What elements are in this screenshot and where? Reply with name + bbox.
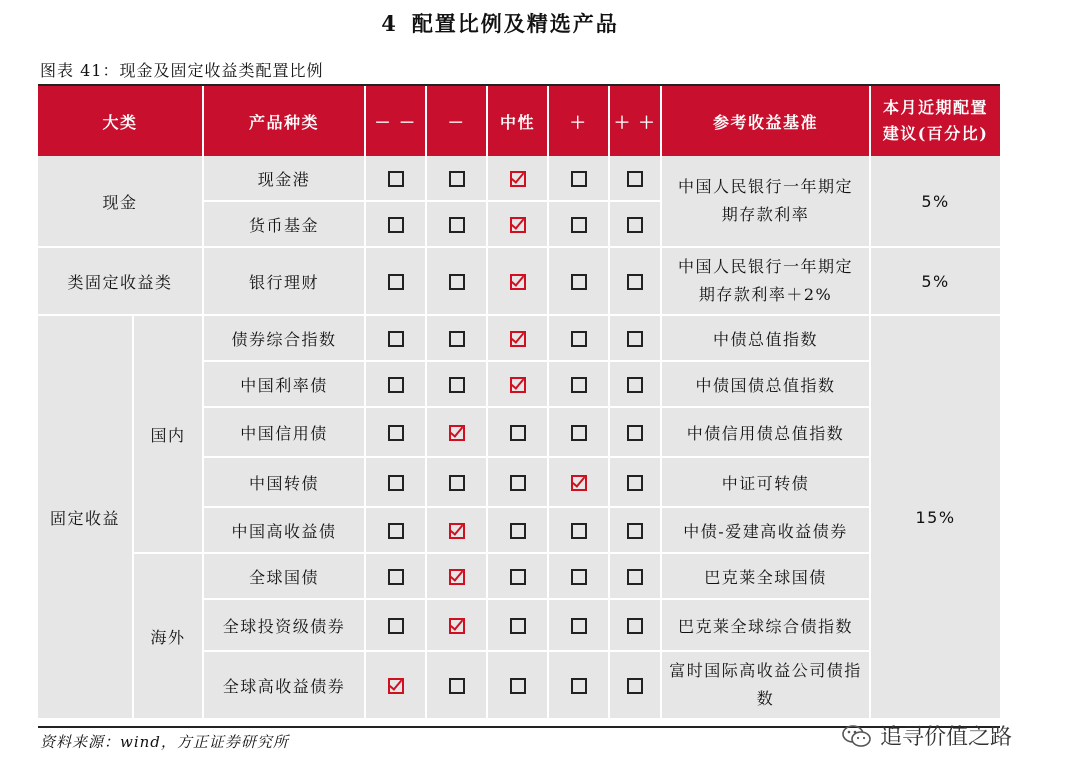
cb-cell — [427, 458, 488, 508]
cb-cell — [366, 316, 427, 362]
benchmark-fixed-like — [662, 248, 871, 316]
section-heading: 配置比例及精选产品 — [411, 11, 619, 36]
cb-cell — [366, 362, 427, 408]
table-row — [38, 554, 1000, 600]
cb-cell — [427, 248, 488, 316]
checkbox-empty-icon[interactable] — [627, 274, 643, 290]
benchmark: 中债信用债总值指数 — [662, 408, 871, 458]
checkbox-empty-icon[interactable] — [388, 425, 404, 441]
checkbox-empty-icon[interactable] — [388, 274, 404, 290]
cb-cell — [610, 316, 662, 362]
cb-cell — [549, 362, 610, 408]
checkbox-empty-icon[interactable] — [627, 618, 643, 634]
checkbox-checked-icon[interactable] — [388, 678, 404, 694]
product-name: 债券综合指数 — [204, 316, 366, 362]
benchmark-line2: 数 — [756, 689, 775, 708]
checkbox-empty-icon[interactable] — [388, 523, 404, 539]
benchmark-cash-line2: 期存款利率 — [721, 205, 810, 224]
checkbox-empty-icon[interactable] — [449, 377, 465, 393]
header-strong-under: － － — [366, 86, 427, 156]
cb-cell — [549, 458, 610, 508]
checkbox-checked-icon[interactable] — [449, 523, 465, 539]
cb-cell — [549, 408, 610, 458]
header-neutral: 中性 — [488, 86, 549, 156]
benchmark-cash — [662, 156, 871, 248]
cb-cell — [610, 156, 662, 202]
checkbox-empty-icon[interactable] — [627, 377, 643, 393]
checkbox-checked-icon[interactable] — [571, 475, 587, 491]
checkbox-checked-icon[interactable] — [449, 425, 465, 441]
product-name: 货币基金 — [204, 202, 366, 248]
header-allocation — [871, 86, 1000, 156]
cb-cell — [488, 408, 549, 458]
cb-cell — [488, 248, 549, 316]
cb-cell — [427, 652, 488, 720]
table-row — [38, 248, 1000, 316]
cb-cell — [366, 408, 427, 458]
header-allocation-line2: 建议(百分比) — [882, 124, 989, 143]
benchmark: 中债总值指数 — [662, 316, 871, 362]
table-row — [38, 316, 1000, 362]
benchmark: 中债-爱建高收益债券 — [662, 508, 871, 554]
product-name: 中国信用债 — [204, 408, 366, 458]
cb-cell — [488, 202, 549, 248]
benchmark-fixed-like-line1: 中国人民银行一年期定 — [678, 257, 854, 276]
wechat-icon — [842, 724, 872, 748]
checkbox-empty-icon[interactable] — [449, 274, 465, 290]
cb-cell — [549, 248, 610, 316]
cb-cell — [549, 202, 610, 248]
cb-cell — [488, 156, 549, 202]
checkbox-empty-icon[interactable] — [571, 425, 587, 441]
cb-cell — [366, 554, 427, 600]
checkbox-empty-icon[interactable] — [449, 217, 465, 233]
checkbox-checked-icon[interactable] — [510, 377, 526, 393]
checkbox-empty-icon[interactable] — [388, 331, 404, 347]
cb-cell — [427, 202, 488, 248]
allocation-fixed-like: 5% — [871, 248, 1000, 316]
checkbox-empty-icon[interactable] — [627, 523, 643, 539]
header-benchmark: 参考收益基准 — [662, 86, 871, 156]
cb-cell — [488, 458, 549, 508]
product-name: 中国利率债 — [204, 362, 366, 408]
checkbox-checked-icon[interactable] — [449, 618, 465, 634]
header-over: ＋ — [549, 86, 610, 156]
checkbox-empty-icon[interactable] — [510, 678, 526, 694]
checkbox-empty-icon[interactable] — [388, 618, 404, 634]
benchmark-fixed-like-line2: 期存款利率＋2% — [698, 285, 833, 304]
checkbox-empty-icon[interactable] — [388, 475, 404, 491]
cb-cell — [549, 652, 610, 720]
cb-cell — [549, 316, 610, 362]
benchmark: 中债国债总值指数 — [662, 362, 871, 408]
group-domestic: 国内 — [134, 316, 204, 554]
allocation-table — [38, 86, 1000, 720]
table-header — [38, 86, 1000, 156]
checkbox-empty-icon[interactable] — [571, 618, 587, 634]
checkbox-empty-icon[interactable] — [571, 569, 587, 585]
cb-cell — [427, 408, 488, 458]
section-title — [0, 8, 1000, 38]
benchmark: 中证可转债 — [662, 458, 871, 508]
cb-cell — [427, 316, 488, 362]
checkbox-empty-icon[interactable] — [510, 425, 526, 441]
cb-cell — [610, 458, 662, 508]
cb-cell — [488, 554, 549, 600]
checkbox-empty-icon[interactable] — [571, 523, 587, 539]
header-strong-over: ＋ ＋ — [610, 86, 662, 156]
cb-cell — [366, 652, 427, 720]
header-allocation-line1: 本月近期配置 — [883, 98, 989, 117]
cb-cell — [488, 508, 549, 554]
checkbox-empty-icon[interactable] — [449, 678, 465, 694]
cb-cell — [549, 600, 610, 652]
cb-cell — [610, 408, 662, 458]
checkbox-checked-icon[interactable] — [510, 171, 526, 187]
checkbox-empty-icon[interactable] — [510, 618, 526, 634]
cb-cell — [488, 600, 549, 652]
checkbox-empty-icon[interactable] — [627, 217, 643, 233]
checkbox-empty-icon[interactable] — [388, 217, 404, 233]
cb-cell — [427, 508, 488, 554]
cb-cell — [549, 508, 610, 554]
product-name: 现金港 — [204, 156, 366, 202]
group-overseas: 海外 — [134, 554, 204, 720]
watermark-text: 追寻价值之路 — [880, 725, 1013, 750]
product-name: 全球国债 — [204, 554, 366, 600]
cb-cell — [427, 600, 488, 652]
allocation-cash: 5% — [871, 156, 1000, 248]
cb-cell — [366, 600, 427, 652]
checkbox-empty-icon[interactable] — [449, 171, 465, 187]
header-category: 大类 — [38, 86, 204, 156]
group-fixed-like: 类固定收益类 — [38, 248, 204, 316]
table-row — [38, 156, 1000, 202]
header-product: 产品种类 — [204, 86, 366, 156]
checkbox-empty-icon[interactable] — [449, 475, 465, 491]
cb-cell — [488, 316, 549, 362]
checkbox-empty-icon[interactable] — [510, 475, 526, 491]
benchmark: 巴克莱全球综合债指数 — [662, 600, 871, 652]
cb-cell — [427, 554, 488, 600]
checkbox-empty-icon[interactable] — [388, 171, 404, 187]
checkbox-empty-icon[interactable] — [571, 678, 587, 694]
cb-cell — [427, 156, 488, 202]
cb-cell — [610, 202, 662, 248]
cb-cell — [427, 362, 488, 408]
checkbox-empty-icon[interactable] — [571, 217, 587, 233]
cb-cell — [610, 554, 662, 600]
checkbox-empty-icon[interactable] — [627, 171, 643, 187]
checkbox-empty-icon[interactable] — [627, 475, 643, 491]
checkbox-empty-icon[interactable] — [510, 569, 526, 585]
figure-caption: 图表 41：现金及固定收益类配置比例 — [40, 61, 324, 80]
cb-cell — [610, 600, 662, 652]
section-number: 4 — [381, 11, 398, 36]
cb-cell — [549, 554, 610, 600]
cb-cell — [488, 362, 549, 408]
checkbox-empty-icon[interactable] — [388, 377, 404, 393]
cb-cell — [610, 248, 662, 316]
checkbox-empty-icon[interactable] — [571, 331, 587, 347]
header-under: － — [427, 86, 488, 156]
cb-cell — [610, 362, 662, 408]
checkbox-empty-icon[interactable] — [571, 377, 587, 393]
group-cash: 现金 — [38, 156, 204, 248]
cb-cell — [366, 508, 427, 554]
checkbox-empty-icon[interactable] — [571, 274, 587, 290]
cb-cell — [366, 202, 427, 248]
benchmark-line1: 富时国际高收益公司债指 — [669, 661, 862, 680]
product-name: 全球投资级债券 — [204, 600, 366, 652]
checkbox-empty-icon[interactable] — [627, 569, 643, 585]
checkbox-empty-icon[interactable] — [571, 171, 587, 187]
benchmark-cash-line1: 中国人民银行一年期定 — [678, 177, 854, 196]
cb-cell — [488, 652, 549, 720]
product-name: 全球高收益债券 — [204, 652, 366, 720]
source-note: 资料来源：wind，方正证券研究所 — [40, 733, 289, 751]
cb-cell — [366, 156, 427, 202]
allocation-fixed: 15% — [871, 316, 1000, 720]
checkbox-checked-icon[interactable] — [510, 274, 526, 290]
checkbox-empty-icon[interactable] — [388, 569, 404, 585]
checkbox-empty-icon[interactable] — [449, 331, 465, 347]
cb-cell — [610, 508, 662, 554]
checkbox-empty-icon[interactable] — [627, 678, 643, 694]
checkbox-checked-icon[interactable] — [449, 569, 465, 585]
cb-cell — [549, 156, 610, 202]
cb-cell — [610, 652, 662, 720]
product-name: 中国转债 — [204, 458, 366, 508]
product-name: 银行理财 — [204, 248, 366, 316]
checkbox-checked-icon[interactable] — [510, 331, 526, 347]
checkbox-empty-icon[interactable] — [510, 523, 526, 539]
benchmark — [662, 652, 871, 720]
product-name: 中国高收益债 — [204, 508, 366, 554]
cb-cell — [366, 248, 427, 316]
watermark — [842, 720, 1012, 751]
checkbox-checked-icon[interactable] — [510, 217, 526, 233]
cb-cell — [366, 458, 427, 508]
benchmark: 巴克莱全球国债 — [662, 554, 871, 600]
checkbox-empty-icon[interactable] — [627, 425, 643, 441]
group-fixed: 固定收益 — [38, 316, 134, 720]
checkbox-empty-icon[interactable] — [627, 331, 643, 347]
